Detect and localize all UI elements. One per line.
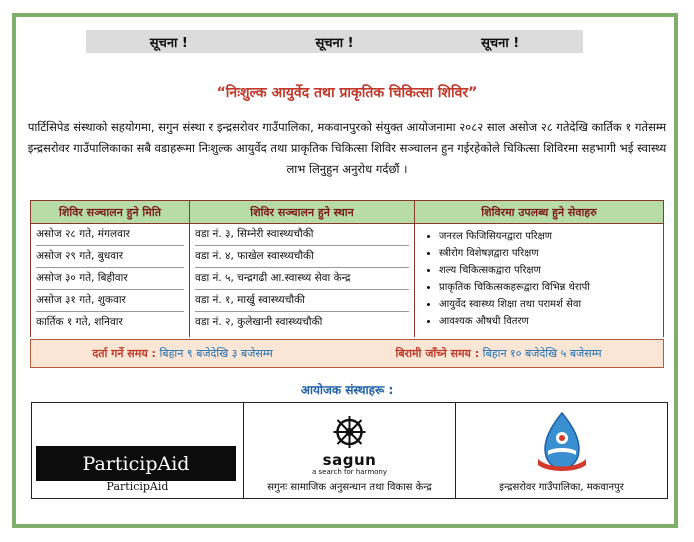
place-cell: वडा नं. १, मार्खु स्वास्थ्यचौकी: [195, 290, 409, 312]
notice-label: सूचना !: [149, 35, 188, 51]
dharma-wheel-icon: [331, 415, 367, 449]
announcement-paragraph: पार्टिसिपेड संस्थाको सहयोगमा, सगुन संस्था र इन्द्रसरोवर गाउँपालिका, मकवानपुरको संयुक्त आयोजनामा २०८२ साल असोज २८ गतेदेखि कार्तिक १ गतेसम्म इन्द्रसरोवर गाउँपालिकाका सबै वडाहरूमा निःशुल्क आयुर्वेद तथा प्राकृतिक चिकित्सा शिविर सञ्चालन हुन गईरहेकोले चिकित्सा शिविरमा सहभागी भई स्वास्थ्य लाभ लिनुहुन अनुरोध गर्दछौं ।: [27, 120, 667, 176]
date-cell: असोज २९ गते, बुधवार: [36, 246, 184, 268]
partner-caption: ParticipAid: [106, 480, 169, 493]
service-item: • आवश्यक औषधी वितरण: [439, 313, 658, 330]
sagun-logo: [312, 415, 387, 476]
checkup-label: बिरामी जाँच्ने समय :: [395, 347, 480, 360]
partner-caption: सगुनः सामाजिक अनुसन्धान तथा विकास केन्द्र: [267, 482, 432, 493]
service-item: • शल्य चिकित्सकद्वारा परिक्षण: [439, 262, 658, 279]
participaid-logo: ParticipAid: [36, 446, 236, 481]
notice-label: सूचना !: [481, 35, 520, 51]
checkup-value: बिहान १० बजेदेखि ५ बजेसम्म: [482, 347, 602, 360]
registration-time: [92, 346, 272, 361]
date-cell: असोज ३० गते, बिहीवार: [36, 268, 184, 290]
date-cell: कार्तिक १ गते, शनिवार: [36, 316, 123, 328]
registration-value: बिहान ९ बजेदेखि ३ बजेसम्म: [159, 347, 273, 360]
date-cell: असोज ३१ गते, शुकवार: [36, 290, 184, 312]
camp-title: “निःशुल्क आयुर्वेद तथा प्राकृतिक चिकित्सा शिविर”: [216, 85, 478, 101]
date-cell: असोज २८ गते, मंगलवार: [36, 224, 184, 246]
place-cell: वडा नं. ३, सिम्नेरी स्वास्थ्यचौकी: [195, 224, 409, 246]
schedule-table: [30, 200, 664, 337]
registration-label: दर्ता गर्ने समय :: [92, 347, 156, 360]
partner-participaid: [32, 403, 244, 498]
checkup-time: [395, 346, 601, 361]
service-item: • जनरल फिजिसियनद्वारा परिक्षण: [439, 228, 658, 245]
services-column: [415, 224, 664, 337]
service-item: • स्त्रीरोग विशेषज्ञद्वारा परिक्षण: [439, 245, 658, 262]
service-item: • प्राकृतिक चिकित्सकहरूद्वारा विभिन्न थेरापी: [439, 279, 658, 296]
header-place: शिविर सञ्चालन हुने स्थान: [190, 201, 415, 224]
notice-label: सूचना !: [315, 35, 354, 51]
sagun-tagline: a search for harmony: [311, 468, 388, 476]
organizers-logos: [31, 402, 668, 499]
service-item: • आयुर्वेद स्वास्थ्य शिक्षा तथा परामर्श सेवा: [439, 296, 658, 313]
organizers-title: आयोजक संस्थाहरू :: [300, 383, 394, 397]
partner-caption: इन्द्रसरोवर गाउँपालिका, मकवानपुर: [499, 482, 624, 493]
place-cell: वडा नं. ५, चन्द्रगढी आ.स्वास्थ्य सेवा केन्द्र: [195, 268, 409, 290]
notice-bar: [86, 30, 583, 53]
header-date: शिविर सञ्चालन हुने मिति: [31, 201, 190, 224]
header-services: शिविरमा उपलब्ध हुने सेवाहरु: [415, 201, 664, 224]
place-cell: वडा नं. २, कुलेखानी स्वास्थ्यचौकी: [195, 316, 323, 328]
indrasarowar-emblem-icon: [530, 411, 594, 475]
place-cell: वडा नं. ४, फाखेल स्वास्थ्यचौकी: [195, 246, 409, 268]
places-column: [190, 224, 415, 337]
partner-sagun: [244, 403, 456, 498]
timing-bar: [30, 339, 664, 368]
sagun-wordmark: sagun: [322, 451, 377, 469]
partner-indrasarowar: [456, 403, 667, 498]
dates-column: [31, 224, 190, 337]
